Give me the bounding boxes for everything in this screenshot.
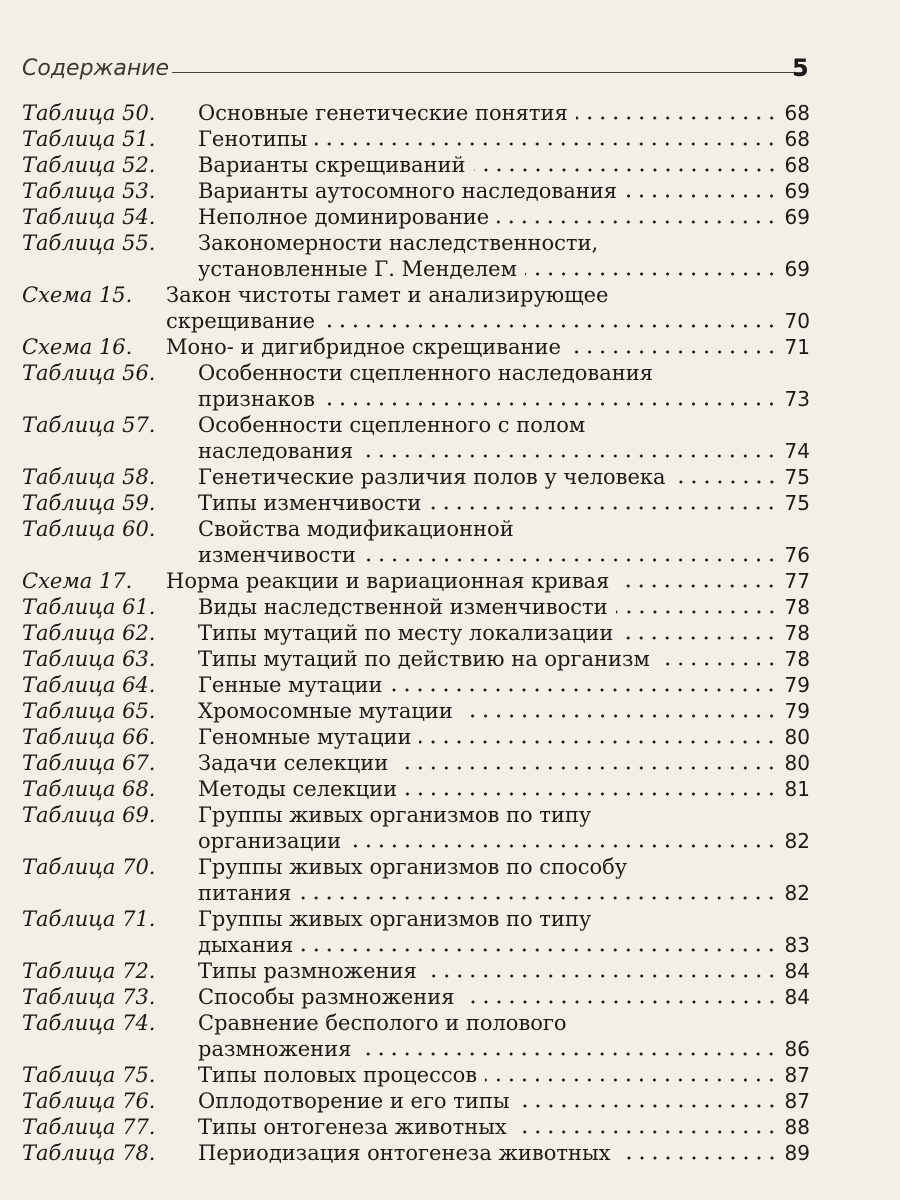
toc-label-wrap (22, 594, 198, 620)
toc-line (22, 958, 810, 984)
toc-title: Виды наследственной изменчивости (198, 595, 608, 619)
toc-label-wrap (22, 204, 198, 230)
toc-page-number: 74 (784, 439, 810, 463)
leader-dots (323, 324, 778, 328)
toc-label: Таблица 69. (22, 803, 156, 827)
toc-label: Таблица 64. (22, 673, 156, 697)
toc-line (22, 646, 810, 672)
toc-line (22, 516, 810, 542)
toc-page-number: 69 (784, 205, 810, 229)
toc-title: Оплодотворение и его типы (198, 1089, 510, 1113)
toc-page-number: 82 (784, 881, 810, 905)
toc-line (22, 204, 810, 230)
leader-dots (299, 896, 778, 900)
page-header (0, 56, 900, 86)
toc-label-wrap (22, 178, 198, 204)
section-title: Содержание (22, 56, 170, 81)
toc-entry (22, 126, 810, 152)
toc-label-wrap (22, 1140, 198, 1166)
toc-label-wrap (22, 334, 166, 360)
toc-label-wrap (22, 776, 198, 802)
toc-page-number: 69 (784, 257, 810, 281)
toc-entry (22, 724, 810, 750)
toc-label: Таблица 56. (22, 361, 156, 385)
toc-line (22, 802, 810, 828)
toc-line (22, 828, 810, 854)
leader-dots (301, 948, 778, 952)
toc-label-wrap (22, 464, 198, 490)
toc-entry (22, 412, 810, 464)
toc-label-wrap (22, 1114, 198, 1140)
toc-entry (22, 568, 810, 594)
toc-page-number: 70 (784, 309, 810, 333)
leader-dots (361, 454, 778, 458)
toc-title: Типы мутаций по действию на организм (198, 647, 650, 671)
toc-page-number: 71 (784, 335, 810, 359)
toc-title: Варианты аутосомного наследования (198, 179, 617, 203)
toc-title: Норма реакции и вариационная кривая (166, 569, 610, 593)
toc-title: Группы живых организмов по типу (198, 907, 592, 931)
toc-line (22, 1140, 810, 1166)
toc-label-wrap (22, 568, 166, 594)
toc-title: Основные генетические понятия (198, 101, 568, 125)
toc-page-number: 80 (784, 725, 810, 749)
leader-dots (497, 220, 778, 224)
toc-line (22, 256, 810, 282)
toc-entry (22, 958, 810, 984)
toc-entry (22, 984, 810, 1010)
toc-entry (22, 516, 810, 568)
leader-dots (349, 844, 778, 848)
toc-title: установленные Г. Менделем (198, 257, 517, 281)
toc-page-number: 84 (784, 985, 810, 1009)
toc-label: Таблица 77. (22, 1115, 156, 1139)
toc-entry (22, 1088, 810, 1114)
toc-entry (22, 698, 810, 724)
toc-page-number: 75 (784, 491, 810, 515)
leader-dots (525, 272, 778, 276)
toc-title: Генетические различия полов у человека (198, 465, 666, 489)
toc-line (22, 100, 810, 126)
toc-line (22, 464, 810, 490)
toc-label: Таблица 55. (22, 231, 156, 255)
toc-title: Типы изменчивости (198, 491, 422, 515)
toc-title: Неполное доминирование (198, 205, 490, 229)
toc-label: Таблица 50. (22, 101, 156, 125)
toc-entry (22, 1010, 810, 1062)
toc-title: организации (198, 829, 342, 853)
leader-dots (364, 558, 778, 562)
toc-entry (22, 360, 810, 412)
toc-label-wrap (22, 906, 198, 932)
toc-entry (22, 100, 810, 126)
toc-label: Таблица 72. (22, 959, 156, 983)
leader-dots (617, 584, 778, 588)
toc-entry (22, 854, 810, 906)
toc-entry (22, 230, 810, 282)
toc-label-wrap (22, 958, 198, 984)
toc-title: Типы половых процессов (198, 1063, 478, 1087)
toc-entry (22, 464, 810, 490)
leader-dots (390, 688, 778, 692)
toc-line (22, 1088, 810, 1114)
toc-label: Таблица 76. (22, 1089, 156, 1113)
toc-entry (22, 1062, 810, 1088)
toc-line (22, 542, 810, 568)
toc-page-number: 87 (784, 1089, 810, 1113)
leader-dots (425, 974, 778, 978)
toc-label-wrap (22, 984, 198, 1010)
toc-title: скрещивание (166, 309, 316, 333)
toc-title: Задачи селекции (198, 751, 389, 775)
toc-page-number: 76 (784, 543, 810, 567)
toc-page-number: 79 (784, 699, 810, 723)
toc-page-number: 87 (784, 1063, 810, 1087)
toc-label-wrap (22, 516, 198, 542)
leader-dots (396, 766, 778, 770)
toc-label-wrap (22, 802, 198, 828)
toc-label-wrap (22, 412, 198, 438)
toc-title: Закономерности наследственности, (198, 231, 599, 255)
toc-label-wrap (22, 646, 198, 672)
toc-label: Таблица 63. (22, 647, 156, 671)
toc-label: Таблица 51. (22, 127, 156, 151)
toc-page-number: 88 (784, 1115, 810, 1139)
leader-dots (323, 402, 778, 406)
toc-page-number: 86 (784, 1037, 810, 1061)
toc-line (22, 620, 810, 646)
toc-label: Таблица 62. (22, 621, 156, 645)
toc-title: Генотипы (198, 127, 308, 151)
toc-title: Способы размножения (198, 985, 455, 1009)
toc-label: Таблица 65. (22, 699, 156, 723)
toc-title: изменчивости (198, 543, 356, 567)
toc-title: Хромосомные мутации (198, 699, 453, 723)
toc-entry (22, 750, 810, 776)
toc-title: Генные мутации (198, 673, 383, 697)
toc-label: Таблица 59. (22, 491, 156, 515)
toc-label: Таблица 53. (22, 179, 156, 203)
toc-line (22, 984, 810, 1010)
toc-page-number: 75 (784, 465, 810, 489)
toc-entry (22, 1140, 810, 1166)
toc-page-number: 68 (784, 101, 810, 125)
toc-title: Особенности сцепленного с полом (198, 413, 586, 437)
leader-dots (405, 792, 778, 796)
toc-line (22, 230, 810, 256)
toc-line (22, 308, 810, 334)
toc-line (22, 1114, 810, 1140)
toc-label-wrap (22, 126, 198, 152)
toc-label-wrap (22, 1088, 198, 1114)
toc-line (22, 1062, 810, 1088)
toc-title: Группы живых организмов по способу (198, 855, 628, 879)
toc-label: Таблица 78. (22, 1141, 156, 1165)
toc-entry (22, 802, 810, 854)
leader-dots (419, 740, 778, 744)
toc-entry (22, 1114, 810, 1140)
toc-label-wrap (22, 100, 198, 126)
toc-title: Типы онтогенеза животных (198, 1115, 507, 1139)
toc-entry (22, 334, 810, 360)
toc-label: Таблица 68. (22, 777, 156, 801)
toc-label: Таблица 70. (22, 855, 156, 879)
toc-label: Таблица 67. (22, 751, 156, 775)
toc-entry (22, 152, 810, 178)
leader-dots (576, 116, 778, 120)
toc-title: Особенности сцепленного наследования (198, 361, 653, 385)
leader-dots (429, 506, 778, 510)
leader-dots (485, 1078, 778, 1082)
toc-label: Таблица 54. (22, 205, 156, 229)
toc-line (22, 1036, 810, 1062)
toc-label: Схема 16. (22, 335, 133, 359)
toc-page-number: 68 (784, 127, 810, 151)
toc-entry (22, 776, 810, 802)
leader-dots (315, 142, 778, 146)
toc-label: Таблица 71. (22, 907, 156, 931)
toc-title: признаков (198, 387, 315, 411)
header-rule (172, 72, 802, 73)
toc-label: Таблица 58. (22, 465, 156, 489)
toc-label-wrap (22, 1010, 198, 1036)
toc-label-wrap (22, 698, 198, 724)
toc-label: Схема 17. (22, 569, 133, 593)
toc-line (22, 724, 810, 750)
toc-page-number: 69 (784, 179, 810, 203)
leader-dots (463, 1000, 778, 1004)
leader-dots (619, 1156, 778, 1160)
toc-line (22, 672, 810, 698)
toc-title: Моно- и дигибридное скрещивание (166, 335, 561, 359)
toc-entry (22, 620, 810, 646)
toc-entry (22, 646, 810, 672)
toc-label-wrap (22, 854, 198, 880)
toc-line (22, 568, 810, 594)
toc-line (22, 490, 810, 516)
toc-label: Таблица 52. (22, 153, 156, 177)
toc-label: Таблица 60. (22, 517, 156, 541)
toc-line (22, 1010, 810, 1036)
leader-dots (569, 350, 778, 354)
toc-label: Таблица 61. (22, 595, 156, 619)
toc-label-wrap (22, 230, 198, 256)
toc-entry (22, 906, 810, 958)
toc-title: Закон чистоты гамет и анализирующее (166, 283, 609, 307)
toc-line (22, 438, 810, 464)
toc-label: Таблица 57. (22, 413, 156, 437)
toc-entry (22, 490, 810, 516)
toc-title: Сравнение бесполого и полового (198, 1011, 567, 1035)
toc-page-number: 78 (784, 595, 810, 619)
toc-title: питания (198, 881, 292, 905)
toc-line (22, 776, 810, 802)
toc-line (22, 282, 810, 308)
toc-title: Свойства модификационной (198, 517, 514, 541)
toc-label: Таблица 74. (22, 1011, 156, 1035)
toc-page-number: 83 (784, 933, 810, 957)
toc-page-number: 82 (784, 829, 810, 853)
leader-dots (658, 662, 778, 666)
toc-line (22, 412, 810, 438)
leader-dots (674, 480, 778, 484)
toc-line (22, 932, 810, 958)
toc-label-wrap (22, 750, 198, 776)
toc-title: наследования (198, 439, 354, 463)
toc-line (22, 126, 810, 152)
toc-label-wrap (22, 152, 198, 178)
toc-entry (22, 594, 810, 620)
toc-title: Типы размножения (198, 959, 417, 983)
page-number: 5 (792, 54, 809, 82)
leader-dots (625, 194, 778, 198)
leader-dots (518, 1104, 778, 1108)
toc-page-number: 78 (784, 621, 810, 645)
toc-label: Таблица 66. (22, 725, 156, 749)
toc-page-number: 84 (784, 959, 810, 983)
toc-title: Типы мутаций по месту локализации (198, 621, 614, 645)
toc-line (22, 152, 810, 178)
toc-page-number: 80 (784, 751, 810, 775)
toc-line (22, 698, 810, 724)
toc-line (22, 386, 810, 412)
toc-title: Периодизация онтогенеза животных (198, 1141, 611, 1165)
toc-label-wrap (22, 620, 198, 646)
toc-label-wrap (22, 1062, 198, 1088)
leader-dots (616, 610, 778, 614)
toc-label-wrap (22, 672, 198, 698)
toc-page-number: 77 (784, 569, 810, 593)
leader-dots (461, 714, 778, 718)
toc-entry (22, 204, 810, 230)
toc-page-number: 68 (784, 153, 810, 177)
toc-line (22, 594, 810, 620)
toc-line (22, 854, 810, 880)
toc-title: Группы живых организмов по типу (198, 803, 592, 827)
toc-title: размножения (198, 1037, 352, 1061)
toc-label-wrap (22, 282, 166, 308)
toc-page-number: 79 (784, 673, 810, 697)
leader-dots (474, 168, 778, 172)
toc-line (22, 880, 810, 906)
toc-label-wrap (22, 360, 198, 386)
toc-entry (22, 672, 810, 698)
toc-line (22, 906, 810, 932)
leader-dots (515, 1130, 778, 1134)
toc-label: Таблица 75. (22, 1063, 156, 1087)
toc-label-wrap (22, 490, 198, 516)
toc-line (22, 178, 810, 204)
toc-label: Схема 15. (22, 283, 133, 307)
toc-page-number: 81 (784, 777, 810, 801)
leader-dots (621, 636, 778, 640)
toc-label: Таблица 73. (22, 985, 156, 1009)
toc-title: дыхания (198, 933, 294, 957)
toc-page-number: 89 (784, 1141, 810, 1165)
toc-page-number: 78 (784, 647, 810, 671)
toc-line (22, 750, 810, 776)
toc-page-number: 73 (784, 387, 810, 411)
toc-entry (22, 178, 810, 204)
toc-line (22, 334, 810, 360)
toc-line (22, 360, 810, 386)
toc-title: Методы селекции (198, 777, 398, 801)
toc-entry (22, 282, 810, 334)
leader-dots (359, 1052, 778, 1056)
toc-title: Геномные мутации (198, 725, 412, 749)
toc-label-wrap (22, 724, 198, 750)
toc-title: Варианты скрещиваний (198, 153, 466, 177)
